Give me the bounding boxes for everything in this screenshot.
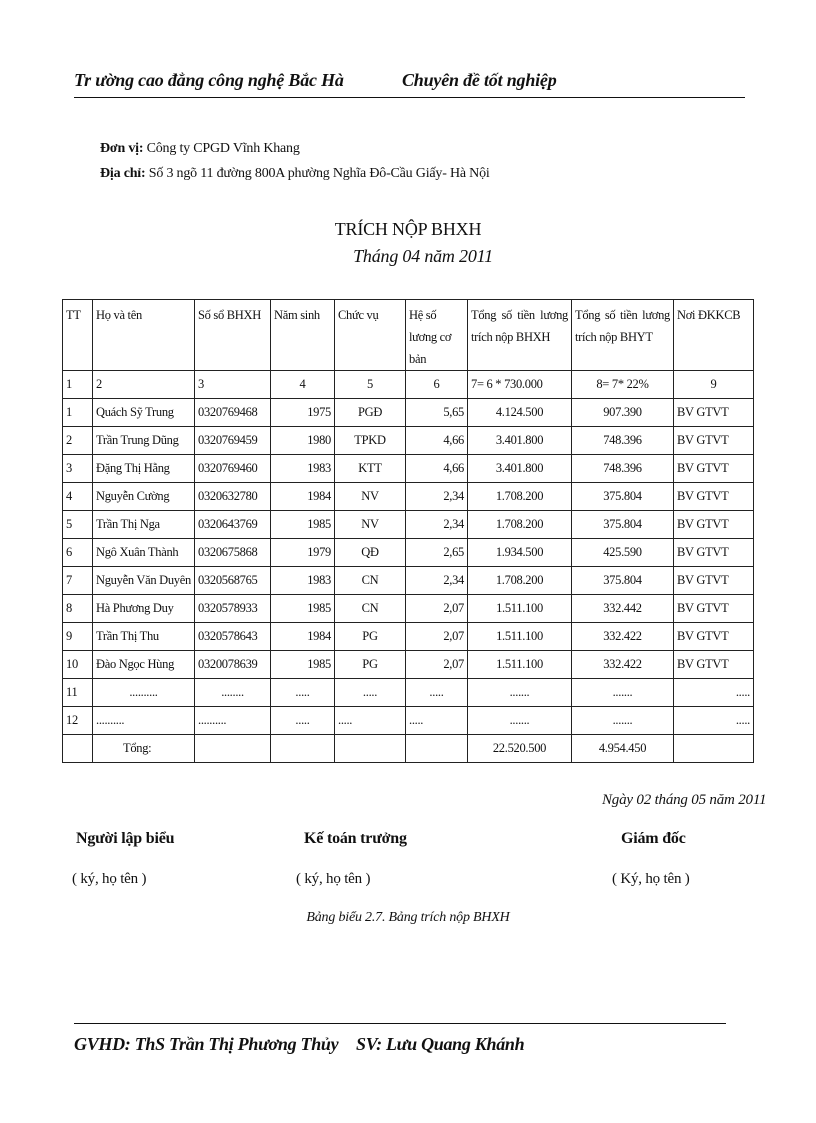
cell-position: PG	[335, 651, 406, 679]
col-header-bhxh-no: Số sổ BHXH	[195, 300, 271, 371]
table-row-11	[63, 679, 754, 707]
table-cell: .....	[674, 679, 754, 707]
cell-name: Đào Ngọc Hùng	[93, 651, 195, 679]
header-school: Tr ường cao đẳng công nghệ Bắc Hà	[74, 70, 344, 90]
cell-salary-coef: 2,34	[406, 483, 468, 511]
date-line: Ngày 02 tháng 05 năm 2011	[602, 792, 767, 808]
header-divider	[74, 97, 745, 98]
cell-bhxh-no: 0320643769	[195, 511, 271, 539]
signature-accountant-note: ( ký, họ tên )	[296, 871, 371, 887]
cell-bhxh-no: 0320769460	[195, 455, 271, 483]
col-header-bhyt-total: Tổng số tiền lương trích nộp BHYT	[572, 300, 674, 371]
table-cell: ........	[195, 679, 271, 707]
cell-bhyt-total: 425.590	[572, 539, 674, 567]
cell-salary-coef: 2,65	[406, 539, 468, 567]
total-bhyt: 4.954.450	[572, 735, 674, 763]
cell-bhxh-total: 1.511.100	[468, 595, 572, 623]
table-cell: 12	[63, 707, 93, 735]
index-cell: 4	[271, 371, 335, 399]
cell-name: Trần Thị Thu	[93, 623, 195, 651]
cell-salary-coef: 2,34	[406, 511, 468, 539]
header-topic: Chuyên đề tốt nghiệp	[402, 70, 557, 90]
index-cell: 7= 6 * 730.000	[468, 371, 572, 399]
unit-value: Công ty CPGD Vĩnh Khang	[143, 141, 300, 156]
cell-salary-coef: 5,65	[406, 399, 468, 427]
cell-hospital: BV GTVT	[674, 427, 754, 455]
bhxh-table	[62, 299, 754, 763]
cell-tt: 8	[63, 595, 93, 623]
table-cell	[335, 735, 406, 763]
cell-bhxh-total: 1.708.200	[468, 511, 572, 539]
address-label: Địa chỉ:	[100, 166, 146, 181]
col-header-salary-coef: Hệ số lương cơ bản	[406, 300, 468, 371]
cell-bhxh-total: 1.934.500	[468, 539, 572, 567]
cell-bhxh-no: 0320578933	[195, 595, 271, 623]
cell-bhyt-total: 375.804	[572, 483, 674, 511]
table-cell: 11	[63, 679, 93, 707]
cell-bhyt-total: 332.422	[572, 651, 674, 679]
table-row	[63, 483, 754, 511]
cell-bhxh-total: 3.401.800	[468, 455, 572, 483]
index-cell: 3	[195, 371, 271, 399]
cell-name: Hà Phương Duy	[93, 595, 195, 623]
table-cell: .......	[468, 679, 572, 707]
total-bhxh: 22.520.500	[468, 735, 572, 763]
col-header-birth-year: Năm sinh	[271, 300, 335, 371]
table-cell: .......	[468, 707, 572, 735]
table-cell	[63, 735, 93, 763]
table-cell: .....	[335, 707, 406, 735]
address-value: Số 3 ngõ 11 đường 800A phường Nghĩa Đô-Cầu Giấy- Hà Nội	[145, 166, 490, 181]
cell-position: QĐ	[335, 539, 406, 567]
cell-bhxh-total: 1.708.200	[468, 483, 572, 511]
cell-bhyt-total: 748.396	[572, 427, 674, 455]
cell-bhyt-total: 748.396	[572, 455, 674, 483]
cell-birth-year: 1979	[271, 539, 335, 567]
cell-bhxh-no: 0320769468	[195, 399, 271, 427]
col-header-name: Họ và tên	[93, 300, 195, 371]
cell-bhxh-no: 0320675868	[195, 539, 271, 567]
cell-tt: 10	[63, 651, 93, 679]
cell-bhxh-total: 1.511.100	[468, 651, 572, 679]
cell-position: TPKD	[335, 427, 406, 455]
index-cell: 9	[674, 371, 754, 399]
cell-hospital: BV GTVT	[674, 623, 754, 651]
cell-position: KTT	[335, 455, 406, 483]
cell-salary-coef: 2,07	[406, 623, 468, 651]
index-cell: 2	[93, 371, 195, 399]
unit-line	[100, 141, 300, 157]
table-cell	[406, 735, 468, 763]
cell-bhxh-total: 1.708.200	[468, 567, 572, 595]
cell-hospital: BV GTVT	[674, 567, 754, 595]
cell-birth-year: 1985	[271, 595, 335, 623]
cell-bhxh-no: 0320769459	[195, 427, 271, 455]
cell-bhxh-total: 3.401.800	[468, 427, 572, 455]
document-title: TRÍCH NỘP BHXH	[334, 219, 482, 239]
cell-tt: 9	[63, 623, 93, 651]
table-row	[63, 539, 754, 567]
footer-student: SV: Lưu Quang Khánh	[356, 1034, 525, 1054]
address-line	[100, 166, 490, 182]
cell-hospital: BV GTVT	[674, 651, 754, 679]
cell-salary-coef: 2,07	[406, 651, 468, 679]
cell-birth-year: 1985	[271, 651, 335, 679]
table-cell: .....	[271, 679, 335, 707]
table-cell: ..........	[93, 679, 195, 707]
cell-name: Trần Trung Dũng	[93, 427, 195, 455]
cell-bhxh-no: 0320578643	[195, 623, 271, 651]
cell-position: PGĐ	[335, 399, 406, 427]
index-cell: 8= 7* 22%	[572, 371, 674, 399]
cell-tt: 4	[63, 483, 93, 511]
table-cell: ..........	[195, 707, 271, 735]
index-cell: 6	[406, 371, 468, 399]
cell-bhxh-no: 0320078639	[195, 651, 271, 679]
document-subtitle: Tháng 04 năm 2011	[353, 246, 493, 266]
cell-name: Ngô Xuân Thành	[93, 539, 195, 567]
cell-salary-coef: 4,66	[406, 455, 468, 483]
cell-hospital: BV GTVT	[674, 595, 754, 623]
col-header-position: Chức vụ	[335, 300, 406, 371]
unit-label: Đơn vị:	[100, 141, 144, 156]
cell-position: NV	[335, 511, 406, 539]
cell-birth-year: 1975	[271, 399, 335, 427]
col-header-bhxh-total: Tổng số tiền lương trích nộp BHXH	[468, 300, 572, 371]
table-row-12	[63, 707, 754, 735]
table-row	[63, 399, 754, 427]
cell-bhyt-total: 907.390	[572, 399, 674, 427]
table-cell: .....	[406, 679, 468, 707]
cell-bhyt-total: 375.804	[572, 567, 674, 595]
cell-salary-coef: 2,07	[406, 595, 468, 623]
table-cell	[674, 735, 754, 763]
cell-bhxh-total: 4.124.500	[468, 399, 572, 427]
cell-position: NV	[335, 483, 406, 511]
cell-hospital: BV GTVT	[674, 399, 754, 427]
table-row	[63, 455, 754, 483]
cell-salary-coef: 4,66	[406, 427, 468, 455]
cell-hospital: BV GTVT	[674, 455, 754, 483]
table-row	[63, 567, 754, 595]
index-cell: 1	[63, 371, 93, 399]
table-cell: .......	[572, 679, 674, 707]
cell-birth-year: 1983	[271, 455, 335, 483]
cell-position: CN	[335, 595, 406, 623]
cell-hospital: BV GTVT	[674, 511, 754, 539]
cell-position: CN	[335, 567, 406, 595]
table-total-row	[63, 735, 754, 763]
table-row	[63, 511, 754, 539]
total-label: Tổng:	[93, 735, 195, 763]
index-cell: 5	[335, 371, 406, 399]
cell-bhxh-total: 1.511.100	[468, 623, 572, 651]
cell-tt: 7	[63, 567, 93, 595]
col-header-hospital: Nơi ĐKKCB	[674, 300, 754, 371]
cell-bhxh-no: 0320632780	[195, 483, 271, 511]
cell-name: Nguyễn Cường	[93, 483, 195, 511]
table-row	[63, 595, 754, 623]
cell-bhyt-total: 332.442	[572, 595, 674, 623]
cell-name: Nguyễn Văn Duyên	[93, 567, 195, 595]
cell-bhxh-no: 0320568765	[195, 567, 271, 595]
cell-position: PG	[335, 623, 406, 651]
cell-bhyt-total: 375.804	[572, 511, 674, 539]
table-caption: Bảng biểu 2.7. Bảng trích nộp BHXH	[306, 910, 510, 925]
signature-preparer-note: ( ký, họ tên )	[72, 871, 147, 887]
table-row	[63, 651, 754, 679]
cell-tt: 1	[63, 399, 93, 427]
table-cell: ..........	[93, 707, 195, 735]
table-cell: .....	[406, 707, 468, 735]
cell-name: Trần Thị Nga	[93, 511, 195, 539]
cell-birth-year: 1985	[271, 511, 335, 539]
table-cell: .....	[335, 679, 406, 707]
cell-birth-year: 1983	[271, 567, 335, 595]
table-cell: .....	[271, 707, 335, 735]
table-cell: .......	[572, 707, 674, 735]
table-cell	[195, 735, 271, 763]
table-body	[63, 399, 754, 679]
cell-bhyt-total: 332.422	[572, 623, 674, 651]
cell-name: Quách Sỹ Trung	[93, 399, 195, 427]
signature-director-title: Giám đốc	[621, 830, 686, 847]
table-row	[63, 623, 754, 651]
cell-birth-year: 1984	[271, 623, 335, 651]
cell-tt: 3	[63, 455, 93, 483]
signature-accountant-title: Kế toán trưởng	[304, 830, 407, 847]
cell-birth-year: 1980	[271, 427, 335, 455]
cell-salary-coef: 2,34	[406, 567, 468, 595]
table-cell: .....	[674, 707, 754, 735]
footer-advisor: GVHD: ThS Trần Thị Phương Thủy	[74, 1034, 339, 1054]
cell-hospital: BV GTVT	[674, 539, 754, 567]
cell-name: Đặng Thị Hằng	[93, 455, 195, 483]
cell-tt: 2	[63, 427, 93, 455]
footer-divider	[74, 1023, 726, 1024]
signature-preparer-title: Người lập biểu	[76, 830, 175, 847]
table-index-row	[63, 371, 754, 399]
table-header-row	[63, 300, 754, 371]
cell-birth-year: 1984	[271, 483, 335, 511]
signature-director-note: ( Ký, họ tên )	[612, 871, 690, 887]
table-row	[63, 427, 754, 455]
table-cell	[271, 735, 335, 763]
col-header-tt: TT	[63, 300, 93, 371]
cell-tt: 6	[63, 539, 93, 567]
cell-tt: 5	[63, 511, 93, 539]
cell-hospital: BV GTVT	[674, 483, 754, 511]
